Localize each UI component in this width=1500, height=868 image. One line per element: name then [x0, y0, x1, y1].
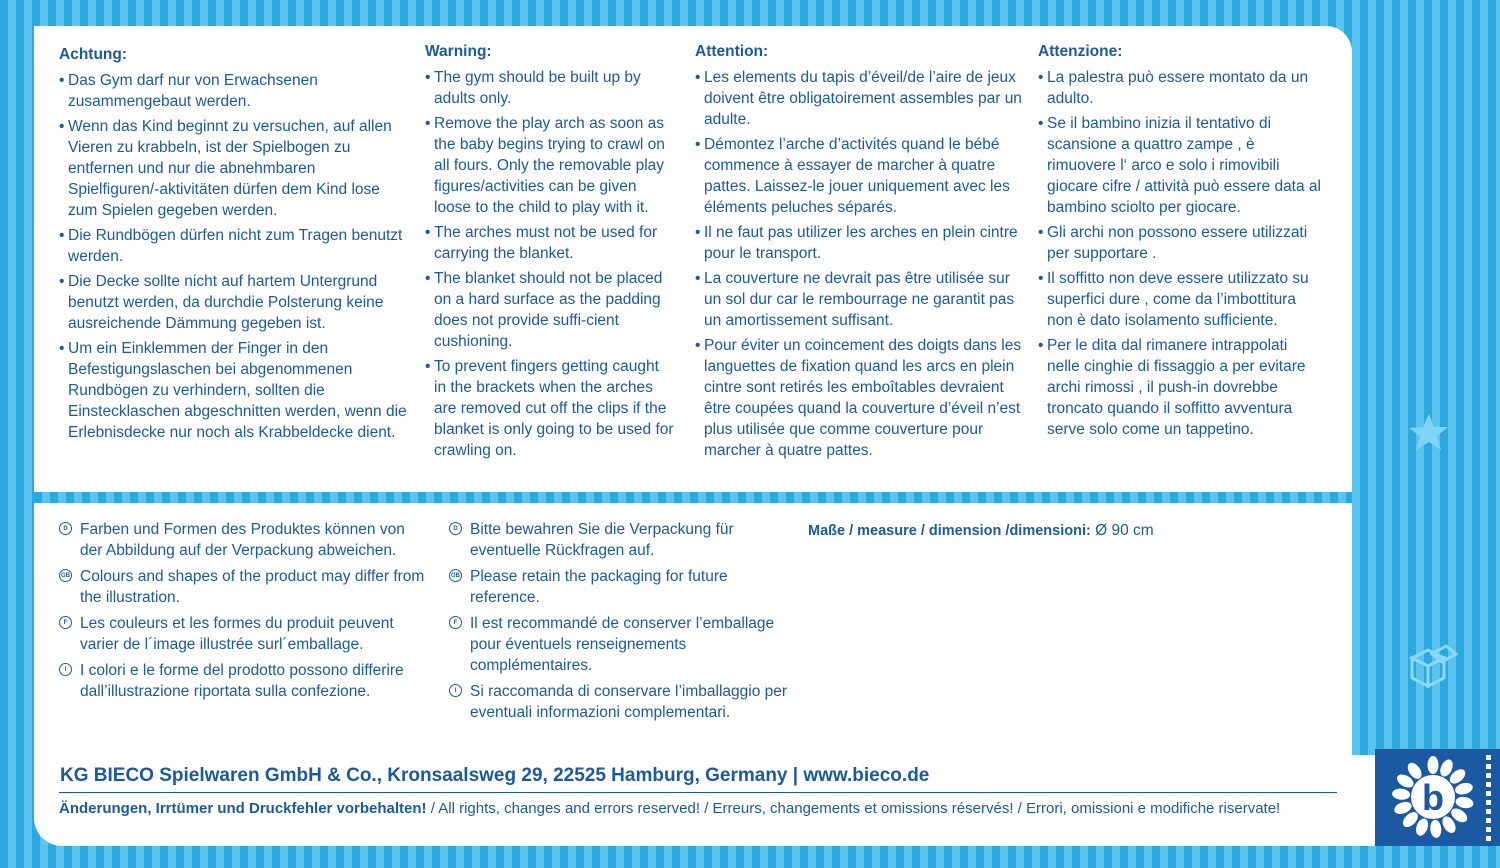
language-flag-icon: D — [449, 522, 462, 535]
list-item: • La couverture ne devrait pas être utilisée sur un sol dur car le rembourrage ne garantit pas un amortissement suffisant. — [695, 268, 1025, 331]
flower-logo-icon — [1375, 749, 1500, 846]
note-text: I colori e le forme del prodotto possono differire dall’illustrazione riportata sulla confezione. — [80, 662, 404, 700]
language-flag-icon: F — [449, 616, 462, 629]
packaging-notes — [449, 519, 799, 728]
dimension-label: Maße / measure / dimension /dimensioni: — [808, 523, 1091, 539]
rights-text: / All rights, changes and errors reserved! / Erreurs, changements et omissions réservés! / Errori, omissioni e modifiche riservate! — [426, 800, 1281, 817]
note-text: Please retain the packaging for future reference. — [470, 568, 728, 606]
list-item: • Remove the play arch as soon as the baby begins trying to crawl on all fours. Only the removable play figures/activities can be given loose to the child to play with it. — [425, 113, 675, 218]
list-item: • Per le dita dal rimanere intrappolati nelle cinghie di fissaggio a per evitare archi rimossi , il push-in dovrebbe troncato quando il soffitto avventura serve solo come un tappetino. — [1038, 335, 1323, 440]
bieco-logo — [1375, 749, 1500, 846]
toy-blocks-icon — [1406, 640, 1458, 690]
note-de — [449, 519, 799, 561]
star-icon — [1405, 412, 1449, 454]
note-de — [59, 519, 431, 561]
column-title: Warning: — [425, 43, 492, 60]
language-flag-icon: F — [59, 616, 72, 629]
rights-notice — [59, 798, 1329, 819]
panel-divider — [34, 492, 1352, 503]
column-title: Attention: — [695, 43, 769, 60]
dimension-value: Ø 90 cm — [1095, 522, 1154, 539]
note-en — [59, 566, 431, 608]
list-item: • Les elements du tapis d’éveil/de l’aire de jeux doivent être obligatoirement assembles par un adulte. — [695, 67, 1025, 130]
language-flag-icon: D — [59, 522, 72, 535]
list-item: • Il soffitto non deve essere utilizzato su superfici dure , come da l’imbottitura non è dato isolamento sufficiente. — [1038, 268, 1323, 331]
company-address: KG BIECO Spielwaren GmbH & Co., Kronsaalsweg 29, 22525 Hamburg, Germany | www.bieco.de — [60, 765, 930, 786]
list-item: • The blanket should not be placed on a hard surface as the padding does not provide suffi-cient cushioning. — [425, 268, 675, 352]
list-item: • La palestra può essere montato da un adulto. — [1038, 67, 1323, 109]
logo-letter: b — [1422, 777, 1444, 818]
list-item: • Die Decke sollte nicht auf hartem Untergrund benutzt werden, da durchdie Polsterung keine ausreichende Dämmung gegeben ist. — [59, 271, 409, 334]
product-notes — [59, 519, 431, 707]
list-item: • To prevent fingers getting caught in the brackets when the arches are removed cut off the clips if the blanket is only going to be used for crawling on. — [425, 356, 675, 461]
list-item: • Wenn das Kind beginnt zu versuchen, auf allen Vieren zu krabbeln, ist der Spielbogen zu entfernen und nur die abnehmbaren Spielfiguren/-aktivitäten dürfen dem Kind lose zum Spielen gegeben werden. — [59, 116, 409, 221]
column-title: Achtung: — [59, 46, 128, 63]
note-en — [449, 566, 799, 608]
dimension-info — [808, 520, 1154, 542]
note-text: Bitte bewahren Sie die Verpackung für eventuelle Rückfragen auf. — [470, 521, 734, 559]
list-item: • The arches must not be used for carrying the blanket. — [425, 222, 675, 264]
note-text: Colours and shapes of the product may differ from the illustration. — [80, 568, 425, 606]
note-text: Farben und Formen des Produktes können von der Abbildung auf der Verpackung abweichen. — [80, 521, 405, 559]
note-text: Si raccomanda di conservare l’imballaggio per eventuali informazioni complementari. — [470, 683, 788, 721]
warning-column-it — [1038, 41, 1323, 444]
language-flag-icon: GB — [59, 569, 72, 582]
language-flag-icon: I — [59, 663, 72, 676]
note-it — [449, 681, 799, 723]
footer-rule — [59, 792, 1337, 793]
list-item: • Die Rundbögen dürfen nicht zum Tragen benutzt werden. — [59, 225, 409, 267]
list-item: • Il ne faut pas utilizer les arches en plein cintre pour le transport. — [695, 222, 1025, 264]
list-item: • The gym should be built up by adults only. — [425, 67, 675, 109]
note-text: Il est recommandé de conserver l’emballage pour éventuels renseignements complémentaires. — [470, 615, 775, 674]
list-item: • Gli archi non possono essere utilizzati per supportare . — [1038, 222, 1323, 264]
list-item: • Démontez l’arche d’activités quand le bébé commence à essayer de marcher à quatre pattes. Laissez-le jouer uniquement avec les éléments peluches séparés. — [695, 134, 1025, 218]
note-text: Les couleurs et les formes du produit peuvent varier de l´image illustrée surl´emballage. — [80, 615, 394, 653]
column-title: Attenzione: — [1038, 43, 1123, 60]
list-item: • Um ein Einklemmen der Finger in den Befestigungslaschen bei abgenommenen Rundbögen zu verhindern, sollten die Einstecklaschen abgeschnitten werden, wenn die Erlebnisdecke nur noch als Krabbeldecke dient. — [59, 338, 409, 443]
warning-column-en — [425, 41, 675, 465]
warning-column-de — [59, 44, 409, 447]
note-it — [59, 660, 431, 702]
list-item: • Se il bambino inizia il tentativo di scansione a quattro zampe , è rimuovere l‘ arco e solo i rimovibili giocare cifre / attività può essere data al bambino sciolto per giocare. — [1038, 113, 1323, 218]
note-fr — [449, 613, 799, 676]
language-flag-icon: I — [449, 684, 462, 697]
language-flag-icon: GB — [449, 569, 462, 582]
list-item: • Das Gym darf nur von Erwachsenen zusammengebaut werden. — [59, 70, 409, 112]
rights-bold: Änderungen, Irrtümer und Druckfehler vorbehalten! — [59, 800, 427, 817]
note-fr — [59, 613, 431, 655]
list-item: • Pour éviter un coincement des doigts dans les languettes de fixation quand les arcs en plein cintre sont retirés les emboîtables devraient être coupées quand la couverture d’éveil n’est plus utilisée que comme couverture pour marcher à quatre pattes. — [695, 335, 1025, 461]
warning-column-fr — [695, 41, 1025, 465]
